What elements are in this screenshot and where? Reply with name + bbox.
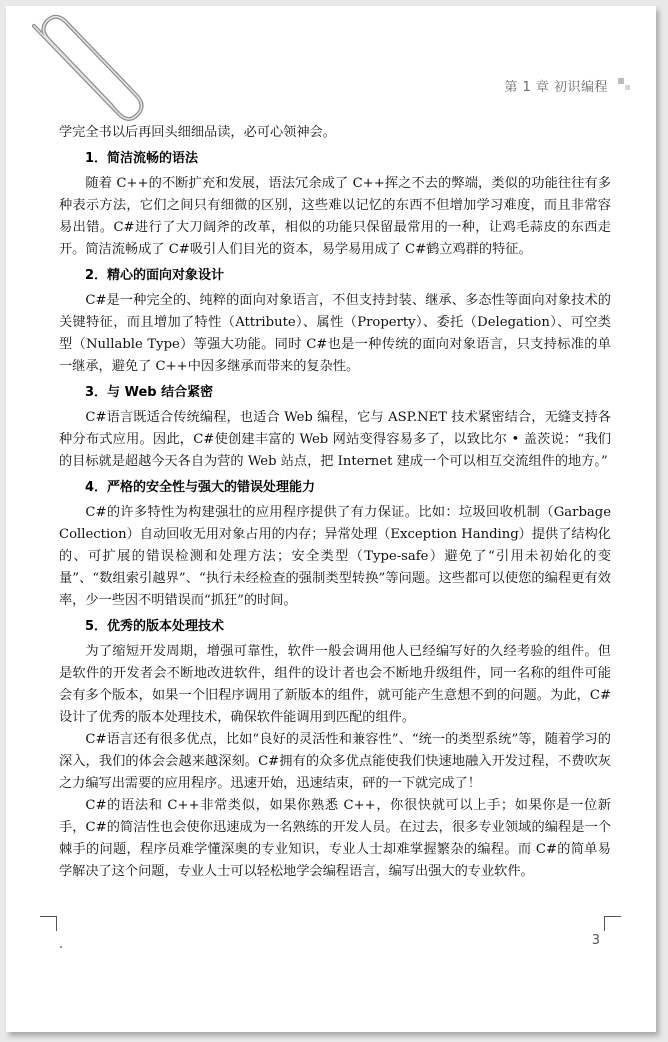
- page-speck: [60, 946, 62, 948]
- book-page: [6, 6, 656, 1032]
- paragraph: C#语言既适合传统编程，也适合 Web 编程，它与 ASP.NET 技术紧密结合，无缝支持各种分布式应用。因此，C#使创建丰富的 Web 网站变得容易多了，以致比尔 • 盖茨说：“我们的目标就是超越今天各自为营的 Web 站点，把 Internet 建成一个可以相互交流组件的地方。”: [59, 410, 611, 469]
- page-number: 3: [591, 933, 600, 948]
- running-header: [504, 76, 608, 95]
- section-heading: 2．精心的面向对象设计: [85, 268, 225, 283]
- paragraph: 随着 C++的不断扩充和发展，语法冗余成了 C++挥之不去的弊端，类似的功能往往有多种表示方法，它们之间只有细微的区别，这些难以记忆的东西不但增加学习难度，而且非常容易出错。C#进行了大刀阔斧的改革，相似的功能只保留最常用的一种，让鸡毛蒜皮的东西走开。简洁流畅成了 C#吸引人们目光的资本，易学易用成了 C#鹤立鸡群的特征。: [59, 176, 611, 257]
- section-heading: 3．与 Web 结合紧密: [85, 385, 214, 400]
- crop-mark-right: [604, 916, 621, 931]
- paragraph: C#语言还有很多优点，比如“良好的灵活性和兼容性”、“统一的类型系统”等，随着学习的深入，我们的体会会越来越深刻。C#拥有的众多优点能使我们快速地融入开发过程，不费吹灰之力编写出需要的应用程序。迅速开始，迅速结束，砰的一下就完成了！: [59, 732, 611, 791]
- paragraph: C#的许多特性为构建强壮的应用程序提供了有力保证。比如：垃圾回收机制（Garbage Collection）自动回收无用对象占用的内存；异常处理（Exception Handing）提供了结构化的、可扩展的错误检测和处理方法；安全类型（Type-safe）避免了“引用未初始化的变量”、“数组索引越界”、“执行未经检查的强制类型转换”等问题。这些都可以使您的编程更有效率，少一些因不明错误而“抓狂”的时间。: [59, 505, 611, 608]
- paper-clip-icon: [24, 6, 154, 126]
- paragraph: C#的语法和 C++非常类似，如果你熟悉 C++，你很快就可以上手；如果你是一位新手，C#的简洁性也会使你迅速成为一名熟练的开发人员。在过去，很多专业领域的编程是一个棘手的问题，程序员难学懂深奥的专业知识，专业人士却难掌握繁杂的编程。而 C#的简单易学解决了这个问题，专业人士可以轻松地学会编程语言，编写出强大的专业软件。: [59, 798, 611, 879]
- page-body: [59, 122, 611, 883]
- paragraph: 为了缩短开发周期，增强可靠性，软件一般会调用他人已经编写好的久经考验的组件。但是软件的开发者会不断地改进软件，组件的设计者也会不断地升级组件，同一名称的组件可能会有多个版本，如果一个旧程序调用了新版本的组件，就可能产生意想不到的问题。为此，C#设计了优秀的版本处理技术，确保软件能调用到匹配的组件。: [59, 644, 611, 725]
- section-heading: 4．严格的安全性与强大的错误处理能力: [85, 480, 316, 495]
- section-heading: 5．优秀的版本处理技术: [85, 619, 225, 634]
- crop-mark-left: [40, 916, 57, 931]
- chapter-title: 第 1 章 初识编程: [504, 80, 608, 95]
- paragraph: C#是一种完全的、纯粹的面向对象语言，不但支持封装、继承、多态性等面向对象技术的关键特征，而且增加了特性（Attribute）、属性（Property）、委托（Delegation）、可空类型（Nullable Type）等强大功能。同时 C#也是一种传统的面向对象语言，只支持标准的单一继承，避免了 C++中因多继承而带来的复杂性。: [59, 293, 611, 374]
- header-squares-icon: [618, 78, 632, 92]
- intro-paragraph: 学完全书以后再回头细细品读，必可心领神会。: [59, 125, 336, 140]
- section-heading: 1．简洁流畅的语法: [85, 151, 199, 166]
